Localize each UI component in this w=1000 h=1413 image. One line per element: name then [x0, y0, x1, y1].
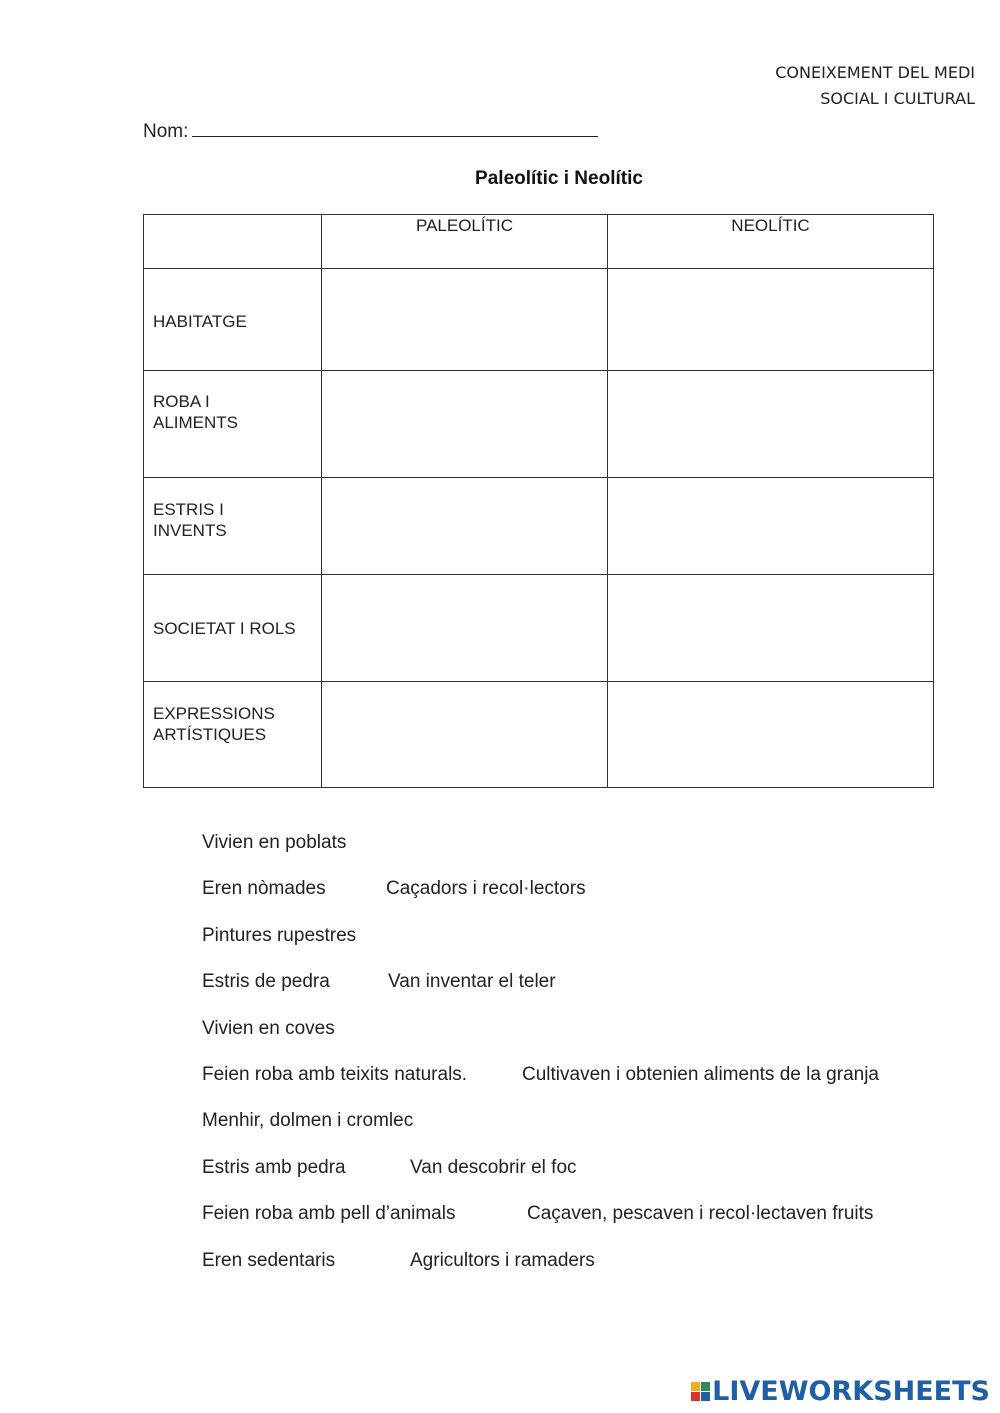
- name-field: [143, 118, 598, 143]
- table-row-roba: [144, 371, 934, 478]
- draggable-word[interactable]: Feien roba amb teixits naturals.: [202, 1063, 468, 1085]
- row-label-roba: ROBA I ALIMENTS: [144, 371, 322, 478]
- word-row: [202, 971, 879, 1017]
- draggable-word[interactable]: Estris de pedra: [202, 971, 330, 993]
- table-header-row: [144, 215, 934, 269]
- draggable-word[interactable]: Estris amb pedra: [202, 1156, 346, 1178]
- table-row-habitatge: [144, 269, 934, 371]
- page-title: Paleolític i Neolític: [475, 168, 643, 189]
- word-row: [202, 925, 879, 971]
- answer-cell-paleolitic-roba[interactable]: [322, 371, 608, 478]
- subject-line-1: CONEIXEMENT DEL MEDI: [775, 63, 975, 82]
- subject-line-2: SOCIAL I CULTURAL: [820, 89, 975, 108]
- answer-cell-neolitic-expressions[interactable]: [608, 682, 934, 788]
- draggable-word[interactable]: Cultivaven i obtenien aliments de la granja: [522, 1063, 879, 1085]
- draggable-word[interactable]: Vivien en poblats: [202, 832, 347, 853]
- draggable-word[interactable]: Caçaven, pescaven i recol·lectaven fruits: [527, 1203, 874, 1225]
- answer-cell-neolitic-estris[interactable]: [608, 478, 934, 575]
- draggable-word[interactable]: Van inventar el teler: [388, 971, 556, 993]
- word-row: [202, 1018, 879, 1064]
- name-blank-line[interactable]: [192, 118, 598, 137]
- answer-cell-paleolitic-expressions[interactable]: [322, 682, 608, 788]
- table-row-estris: [144, 478, 934, 575]
- word-row: [202, 1157, 879, 1203]
- column-header-neolitic: NEOLÍTIC: [608, 215, 934, 269]
- word-row: [202, 1250, 879, 1296]
- answer-cell-neolitic-habitatge[interactable]: [608, 269, 934, 371]
- word-row: [202, 878, 879, 924]
- logo-block: [701, 1382, 710, 1391]
- table-row-societat: [144, 575, 934, 682]
- answer-cell-neolitic-societat[interactable]: [608, 575, 934, 682]
- word-row: [202, 832, 879, 878]
- name-label: Nom:: [143, 121, 189, 142]
- draggable-word[interactable]: Pintures rupestres: [202, 924, 357, 946]
- logo-block: [691, 1382, 700, 1391]
- row-label-societat: SOCIETAT I ROLS: [144, 575, 322, 682]
- subject-header: [775, 60, 975, 112]
- liveworksheets-logo: [691, 1376, 990, 1407]
- draggable-word[interactable]: Van descobrir el foc: [410, 1156, 577, 1178]
- logo-blocks-icon: [691, 1382, 710, 1401]
- row-label-habitatge: HABITATGE: [144, 269, 322, 371]
- column-header-paleolitic: PALEOLÍTIC: [322, 215, 608, 269]
- logo-block: [691, 1392, 700, 1401]
- draggable-word[interactable]: Feien roba amb pell d’animals: [202, 1203, 456, 1225]
- draggable-word[interactable]: Caçadors i recol·lectors: [386, 878, 586, 900]
- word-row: [202, 1110, 879, 1156]
- draggable-word[interactable]: Eren sedentaris: [202, 1249, 336, 1271]
- answer-cell-paleolitic-habitatge[interactable]: [322, 269, 608, 371]
- answer-cell-paleolitic-estris[interactable]: [322, 478, 608, 575]
- table-row-expressions: [144, 682, 934, 788]
- draggable-word[interactable]: Eren nòmades: [202, 878, 326, 900]
- word-row: [202, 1064, 879, 1110]
- table-corner-cell: [144, 215, 322, 269]
- draggable-word[interactable]: Agricultors i ramaders: [410, 1249, 595, 1271]
- row-label-expressions: EXPRESSIONS ARTÍSTIQUES: [144, 682, 322, 788]
- word-row: [202, 1203, 879, 1249]
- comparison-table: [143, 214, 934, 788]
- row-label-estris: ESTRIS I INVENTS: [144, 478, 322, 575]
- logo-block: [701, 1392, 710, 1401]
- draggable-word[interactable]: Menhir, dolmen i cromlec: [202, 1110, 414, 1132]
- word-bank: [202, 832, 879, 1296]
- logo-text: LIVEWORKSHEETS: [712, 1376, 990, 1407]
- answer-cell-neolitic-roba[interactable]: [608, 371, 934, 478]
- answer-cell-paleolitic-societat[interactable]: [322, 575, 608, 682]
- draggable-word[interactable]: Vivien en coves: [202, 1017, 335, 1039]
